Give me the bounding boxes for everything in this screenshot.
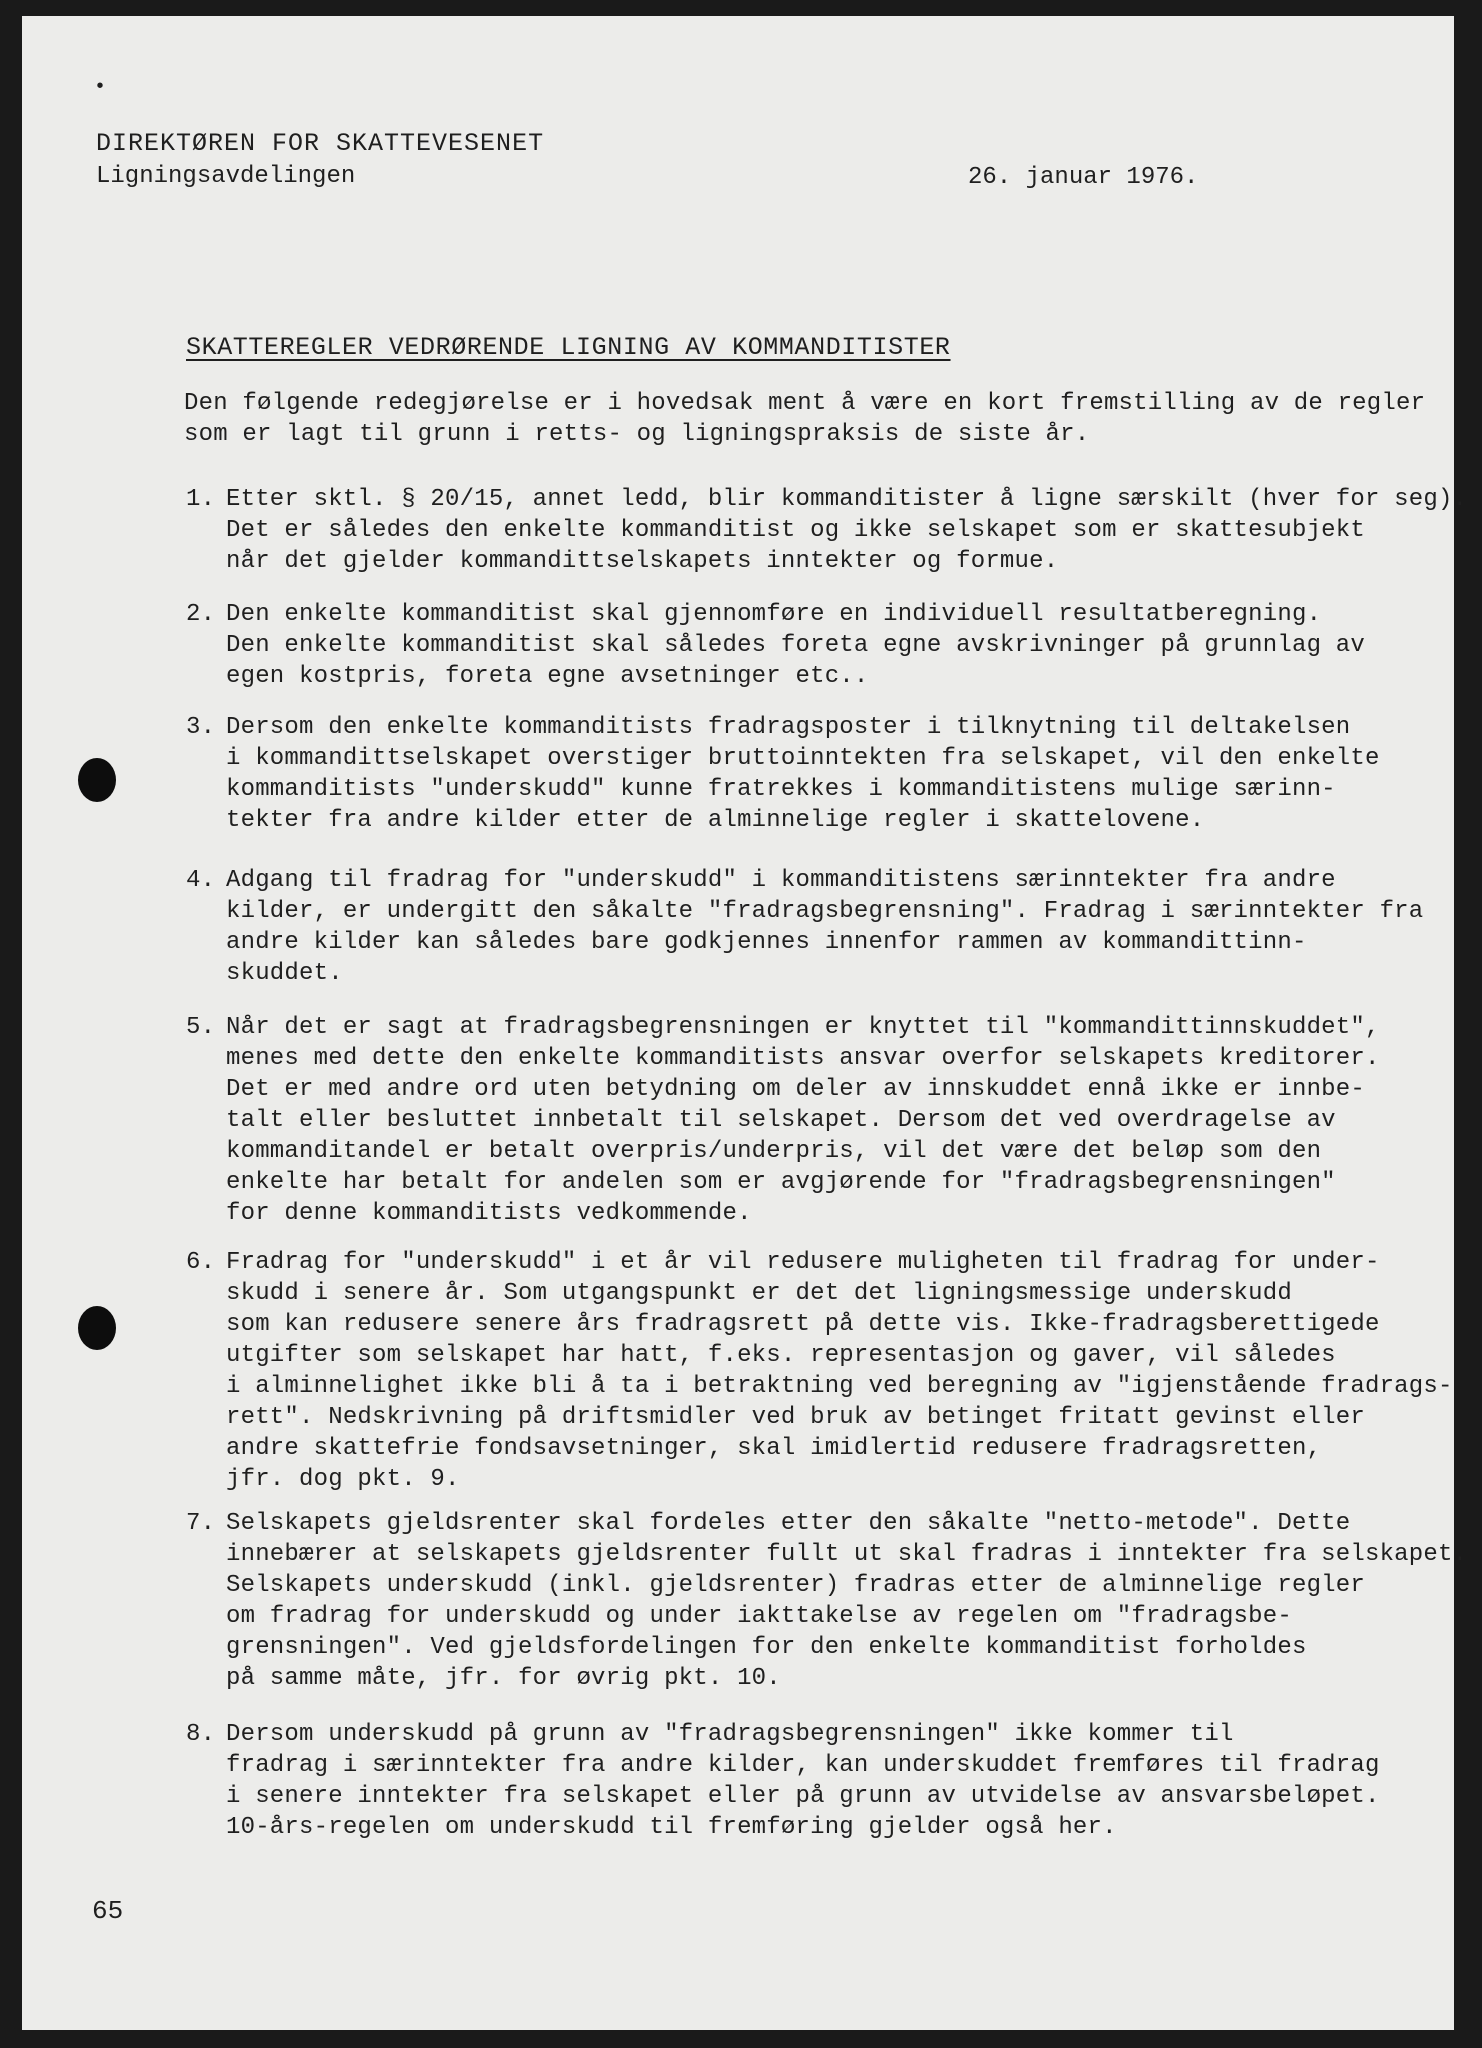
item-line: enkelte har betalt for andelen som er avgjørende for "fradragsbegrensningen" [226, 1169, 1336, 1196]
item-line: Dersom underskudd på grunn av "fradragsbegrensningen" ikke kommer til [226, 1721, 1234, 1748]
item-number: 3. [186, 714, 216, 741]
item-line: som kan redusere senere års fradragsrett på dette vis. Ikke-fradragsberettigede [226, 1311, 1380, 1338]
item-line: Selskapets underskudd (inkl. gjeldsrenter) fradras etter de alminnelige regler [226, 1572, 1365, 1599]
item-number: 4. [186, 867, 216, 894]
item-line: Fradrag for "underskudd" i et år vil redusere muligheten til fradrag for under- [226, 1249, 1380, 1276]
item-line: Det er således den enkelte kommanditist og ikke selskapet som er skattesubjekt [226, 517, 1365, 544]
punch-hole-mark [78, 758, 116, 802]
item-number: 5. [186, 1014, 216, 1041]
item-number: 1. [186, 486, 216, 513]
intro-line: som er lagt til grunn i retts- og ligningspraksis de siste år. [184, 421, 1090, 448]
document-title: SKATTEREGLER VEDRØRENDE LIGNING AV KOMMANDITISTER [186, 333, 951, 362]
item-line: utgifter som selskapet har hatt, f.eks. representasjon og gaver, vil således [226, 1342, 1336, 1369]
page-mark: 65 [92, 1896, 124, 1926]
item-line: tekter fra andre kilder etter de alminnelige regler i skattelovene. [226, 807, 1205, 834]
item-line: talt eller besluttet innbetalt til selskapet. Dersom det ved overdragelse av [226, 1107, 1336, 1134]
item-line: Adgang til fradrag for "underskudd" i kommanditistens særinntekter fra andre [226, 867, 1336, 894]
item-line: Når det er sagt at fradragsbegrensningen er knyttet til "kommandittinnskuddet", [226, 1014, 1380, 1041]
issuer-name: DIREKTØREN FOR SKATTEVESENET [96, 129, 545, 158]
margin-dot: • [94, 76, 107, 99]
item-line: Dersom den enkelte kommanditists fradragsposter i tilknytning til deltakelsen [226, 714, 1351, 741]
item-line: Det er med andre ord uten betydning om deler av innskuddet ennå ikke er innbe- [226, 1076, 1365, 1103]
item-line: når det gjelder kommandittselskapets inntekter og formue. [226, 548, 1059, 575]
item-line: 10-års-regelen om underskudd til fremføring gjelder også her. [226, 1814, 1117, 1841]
document-date: 26. januar 1976. [968, 164, 1199, 191]
item-line: andre kilder kan således bare godkjennes innenfor rammen av kommandittinn- [226, 929, 1307, 956]
intro-paragraph [184, 388, 1425, 450]
item-line: innebærer at selskapets gjeldsrenter fullt ut skal fradras i inntekter fra selskapet. [226, 1541, 1468, 1568]
item-line: Den enkelte kommanditist skal således foreta egne avskrivninger på grunnlag av [226, 632, 1365, 659]
department-name: Ligningsavdelingen [96, 163, 356, 190]
item-number: 8. [186, 1721, 216, 1748]
item-line: i kommandittselskapet overstiger bruttoinntekten fra selskapet, vil den enkelte [226, 745, 1380, 772]
item-line: i alminnelighet ikke bli å ta i betraktning ved beregning av "igjenstående fradrags- [226, 1373, 1453, 1400]
item-line: kommanditists "underskudd" kunne fratrekkes i kommanditistens mulige særinn- [226, 776, 1336, 803]
item-line: Den enkelte kommanditist skal gjennomføre en individuell resultatberegning. [226, 601, 1322, 628]
item-number: 7. [186, 1510, 216, 1537]
item-line: menes med dette den enkelte kommanditists ansvar overfor selskapets kreditorer. [226, 1045, 1380, 1072]
punch-hole-mark [78, 1306, 116, 1350]
item-line: jfr. dog pkt. 9. [226, 1466, 460, 1493]
item-line: rett". Nedskrivning på driftsmidler ved bruk av betinget fritatt gevinst eller [226, 1404, 1365, 1431]
item-line: Selskapets gjeldsrenter skal fordeles etter den såkalte "netto-metode". Dette [226, 1510, 1351, 1537]
item-line: andre skattefrie fondsavsetninger, skal imidlertid redusere fradragsretten, [226, 1435, 1322, 1462]
item-line: skuddet. [226, 960, 343, 987]
item-number: 2. [186, 601, 216, 628]
item-line: om fradrag for underskudd og under iakttakelse av regelen om "fradragsbe- [226, 1603, 1292, 1630]
item-line: i senere inntekter fra selskapet eller på grunn av utvidelse av ansvarsbeløpet. [226, 1783, 1380, 1810]
intro-line: Den følgende redegjørelse er i hovedsak ment å være en kort fremstilling av de regler [184, 390, 1426, 417]
document-page [22, 16, 1468, 2030]
item-line: fradrag i særinntekter fra andre kilder, kan underskuddet fremføres til fradrag [226, 1752, 1380, 1779]
item-line: kilder, er undergitt den såkalte "fradragsbegrensning". Fradrag i særinntekter fra [226, 898, 1424, 925]
item-line: egen kostpris, foreta egne avsetninger etc.. [226, 663, 869, 690]
item-line: for denne kommanditists vedkommende. [226, 1200, 752, 1227]
item-line: på samme måte, jfr. for øvrig pkt. 10. [226, 1665, 781, 1692]
item-line: grensningen". Ved gjeldsfordelingen for den enkelte kommanditist forholdes [226, 1634, 1307, 1661]
item-line: kommanditandel er betalt overpris/underpris, vil det være det beløp som den [226, 1138, 1322, 1165]
item-number: 6. [186, 1249, 216, 1276]
item-line: skudd i senere år. Som utgangspunkt er det det ligningsmessige underskudd [226, 1280, 1292, 1307]
item-line: Etter sktl. § 20/15, annet ledd, blir kommanditister å ligne særskilt (hver for seg). [226, 486, 1468, 513]
